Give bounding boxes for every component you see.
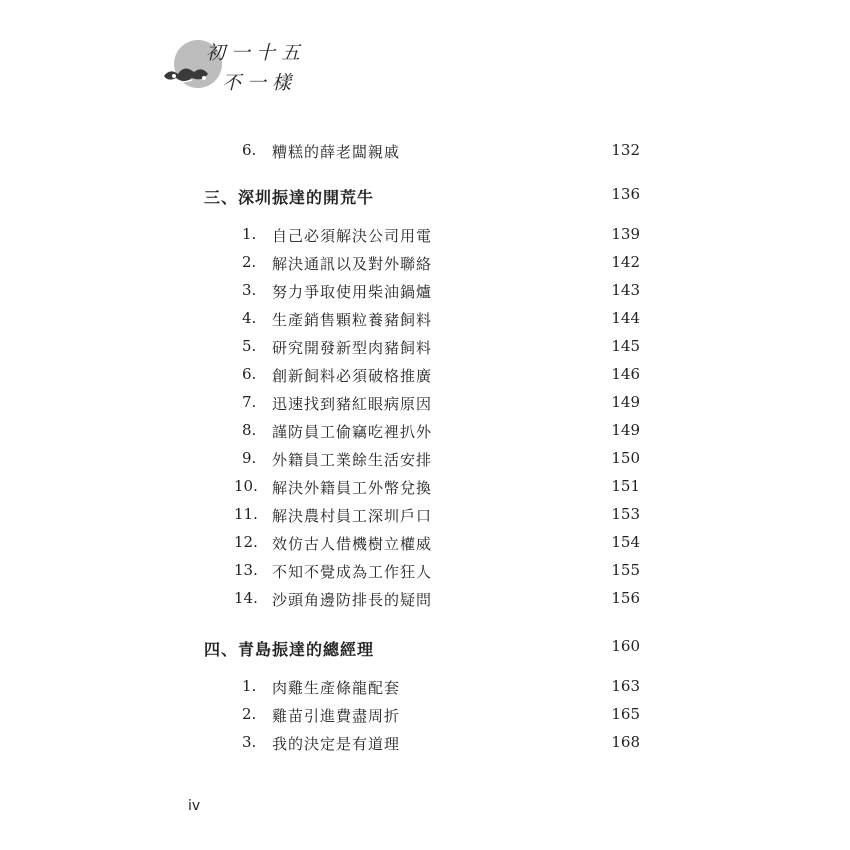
item-number: 8.: [242, 421, 257, 439]
page-number: 144: [611, 309, 640, 327]
item-number: 7.: [242, 393, 257, 411]
item-number: 5.: [242, 337, 257, 355]
item-number: 1.: [242, 225, 257, 243]
page-number: 168: [611, 733, 640, 751]
item-number: 3.: [242, 281, 257, 299]
item-number: 3.: [242, 733, 257, 751]
item-title: 迅速找到豬紅眼病原因: [272, 395, 433, 413]
toc-item: [0, 141, 850, 169]
toc-item: [0, 393, 850, 421]
toc-item: [0, 533, 850, 561]
toc-item: [0, 477, 850, 505]
item-number: 11.: [234, 505, 258, 523]
section-title: 三、深圳振達的開荒牛: [204, 188, 375, 207]
item-title: 雞苗引進費盡周折: [272, 707, 401, 725]
page-folio: iv: [188, 798, 201, 814]
page-number: 154: [611, 533, 640, 551]
page-number: 150: [611, 449, 640, 467]
item-number: 12.: [234, 533, 258, 551]
toc-item: [0, 421, 850, 449]
section-title: 四、青島振達的總經理: [204, 640, 375, 659]
page-number: 149: [611, 393, 640, 411]
logo-line2: 不一樣: [222, 72, 298, 94]
toc-item: [0, 365, 850, 393]
item-number: 13.: [234, 561, 258, 579]
toc-item: [0, 225, 850, 253]
page-number: 155: [611, 561, 640, 579]
book-title-logo: [160, 36, 310, 96]
item-number: 6.: [242, 141, 257, 159]
item-title: 自己必須解決公司用電: [272, 227, 433, 245]
item-title: 創新飼料必須破格推廣: [272, 367, 433, 385]
page-number: 145: [611, 337, 640, 355]
page-number: 163: [611, 677, 640, 695]
toc-item: [0, 705, 850, 733]
toc-item: [0, 677, 850, 705]
item-number: 1.: [242, 677, 257, 695]
item-title: 謹防員工偷竊吃裡扒外: [272, 423, 433, 441]
page-number: 156: [611, 589, 640, 607]
item-title: 我的決定是有道理: [272, 735, 401, 753]
toc-item: [0, 733, 850, 761]
logo-line1: 初一十五: [206, 42, 307, 64]
page-number: 136: [611, 185, 640, 203]
item-title: 生產銷售顆粒養豬飼料: [272, 311, 433, 329]
page-number: 132: [611, 141, 640, 159]
item-title: 研究開發新型肉豬飼料: [272, 339, 433, 357]
page-number: 151: [611, 477, 640, 495]
page-number: 149: [611, 421, 640, 439]
item-title: 解決外籍員工外幣兌換: [272, 479, 433, 497]
item-title: 努力爭取使用柴油鍋爐: [272, 283, 433, 301]
page-number: 142: [611, 253, 640, 271]
toc-item: [0, 505, 850, 533]
toc-item: [0, 589, 850, 617]
item-title: 肉雞生產條龍配套: [272, 679, 401, 697]
toc-item: [0, 253, 850, 281]
page-number: 160: [611, 637, 640, 655]
item-number: 4.: [242, 309, 257, 327]
toc-item: [0, 449, 850, 477]
toc-item: [0, 337, 850, 365]
page-number: 153: [611, 505, 640, 523]
item-number: 2.: [242, 705, 257, 723]
item-title: 解決農村員工深圳戶口: [272, 507, 433, 525]
item-number: 10.: [234, 477, 258, 495]
toc-item: [0, 281, 850, 309]
page-number: 143: [611, 281, 640, 299]
page-number: 139: [611, 225, 640, 243]
item-title: 解決通訊以及對外聯絡: [272, 255, 433, 273]
item-title: 糟糕的薛老闆親戚: [272, 143, 401, 161]
item-title: 沙頭角邊防排長的疑問: [272, 591, 433, 609]
toc-item: [0, 309, 850, 337]
toc-item: [0, 561, 850, 589]
item-number: 14.: [234, 589, 258, 607]
toc-section: [0, 637, 850, 665]
item-number: 9.: [242, 449, 257, 467]
item-title: 效仿古人借機樹立權威: [272, 535, 433, 553]
page-number: 146: [611, 365, 640, 383]
toc-section: [0, 185, 850, 213]
item-number: 6.: [242, 365, 257, 383]
item-title: 不知不覺成為工作狂人: [272, 563, 433, 581]
item-title: 外籍員工業餘生活安排: [272, 451, 433, 469]
item-number: 2.: [242, 253, 257, 271]
page-number: 165: [611, 705, 640, 723]
